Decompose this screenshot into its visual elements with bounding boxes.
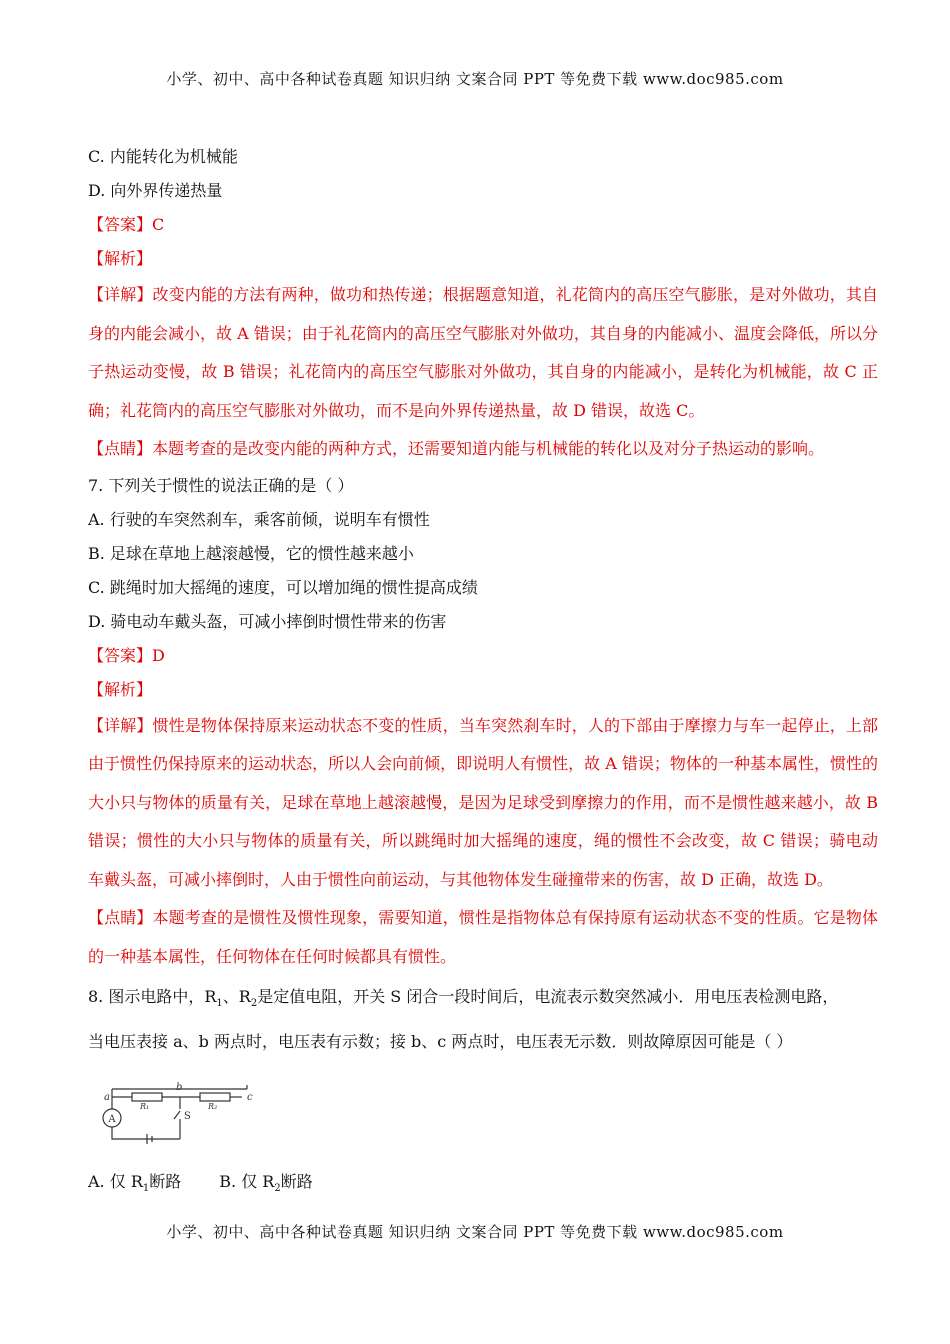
q8-stem-part1: 8. 图示电路中，	[88, 987, 205, 1006]
q7-analysis-label: 【解析】	[88, 679, 153, 699]
q8-sep: 、	[222, 987, 239, 1006]
page-header: 小学、初中、高中各种试卷真题 知识归纳 文案合同 PPT 等免费下载 www.doc985.com	[166, 70, 784, 88]
q8-option-b-sub: 2	[274, 1183, 281, 1195]
q8-stem-line1	[88, 978, 878, 1023]
q6-option-d: D. 向外界传递热量	[88, 181, 223, 200]
r2-label: R₂	[208, 1102, 218, 1112]
q6-answer: 【答案】C	[88, 215, 165, 234]
q8-option-a-post: 断路	[149, 1172, 182, 1192]
q8-r2-sub: 2	[250, 998, 258, 1010]
q7-option-c: C. 跳绳时加大摇绳的速度，可以增加绳的惯性提高成绩	[88, 577, 478, 597]
q8-option-a	[88, 1172, 182, 1195]
q7-answer: 【答案】D	[88, 645, 165, 665]
q7-option-d: D. 骑电动车戴头盔，可减小摔倒时惯性带来的伤害	[88, 611, 447, 631]
q6-option-c: C. 内能转化为机械能	[88, 147, 238, 166]
q8-stem-line2: 当电压表接 a、b 两点时，电压表有示数；接 b、c 两点时，电压表无示数．则故障原因可能是（ ）	[88, 1032, 793, 1052]
q6-analysis-label: 【解析】	[88, 249, 153, 268]
page-content	[88, 140, 878, 1220]
q7-stem: 7. 下列关于惯性的说法正确的是（ ）	[88, 475, 354, 495]
point-a-label: a	[104, 1092, 110, 1104]
point-b-label: b	[176, 1082, 183, 1094]
q8-r1-sub: 1	[216, 998, 223, 1010]
switch-label: S	[184, 1111, 191, 1123]
ammeter-label: A	[108, 1114, 116, 1126]
q6-detail: 【详解】改变内能的方法有两种，做功和热传递；根据题意知道，礼花筒内的高压空气膨胀，是对外做功，其自身的内能会减小，故 A 错误；由于礼花筒内的高压空气膨胀对外做功，其自身的内能减小、温度会降低，所以分子热运动变慢，故 B 错误；礼花筒内的高压空气膨胀对外做功，其自身的内能减小，是转化为机械能，故 C 正确；礼花筒内的高压空气膨胀对外做功，而不是向外界传递热量，故 D 错误，故选 C。	[88, 285, 878, 420]
r1-label: R₁	[140, 1102, 150, 1112]
q8-r2: R	[238, 987, 251, 1006]
q8-option-b-post: 断路	[280, 1172, 313, 1192]
q8-stem-part2: 是定值电阻，开关 S 闭合一段时间后，电流表示数突然减小．用电压表检测电路，	[257, 987, 839, 1006]
q7-option-b: B. 足球在草地上越滚越慢，它的惯性越来越小	[88, 543, 414, 563]
q6-comment: 【点睛】本题考查的是改变内能的两种方式，还需要知道内能与机械能的转化以及对分子热运动的影响。	[88, 439, 825, 458]
point-c-label: c	[247, 1092, 253, 1104]
q7-option-a: A. 行驶的车突然刹车，乘客前倾，说明车有惯性	[88, 509, 430, 529]
q8-option-a-pre: A. 仅 R	[88, 1172, 143, 1192]
q8-options-row	[88, 1167, 878, 1204]
q8-r1: R	[204, 987, 217, 1006]
q8-option-b	[219, 1172, 313, 1195]
q7-comment: 【点睛】本题考查的是惯性及惯性现象，需要知道，惯性是指物体总有保持原有运动状态不变的性质。它是物体的一种基本属性，任何物体在任何时候都具有惯性。	[88, 908, 878, 966]
q8-option-b-pre: B. 仅 R	[219, 1172, 275, 1192]
q8-option-a-sub: 1	[142, 1183, 150, 1195]
page-footer: 小学、初中、高中各种试卷真题 知识归纳 文案合同 PPT 等免费下载 www.doc985.com	[166, 1223, 784, 1241]
q7-detail: 【详解】惯性是物体保持原来运动状态不变的性质，当车突然刹车时，人的下部由于摩擦力与车一起停止，上部由于惯性仍保持原来的运动状态，所以人会向前倾，即说明人有惯性，故 A 错误；物体的一种基本属性，惯性的大小只与物体的质量有关，足球在草地上越滚越慢，是因为足球受到摩擦力的作用，而不是惯性越来越小，故 B 错误；惯性的大小只与物体的质量有关，所以跳绳时加大摇绳的速度，绳的惯性不会改变，故 C 错误；骑电动车戴头盔，可减小摔倒时，人由于惯性向前运动，与其他物体发生碰撞带来的伤害，故 D 正确，故选 D。	[88, 715, 878, 889]
circuit-diagram	[92, 1079, 302, 1149]
